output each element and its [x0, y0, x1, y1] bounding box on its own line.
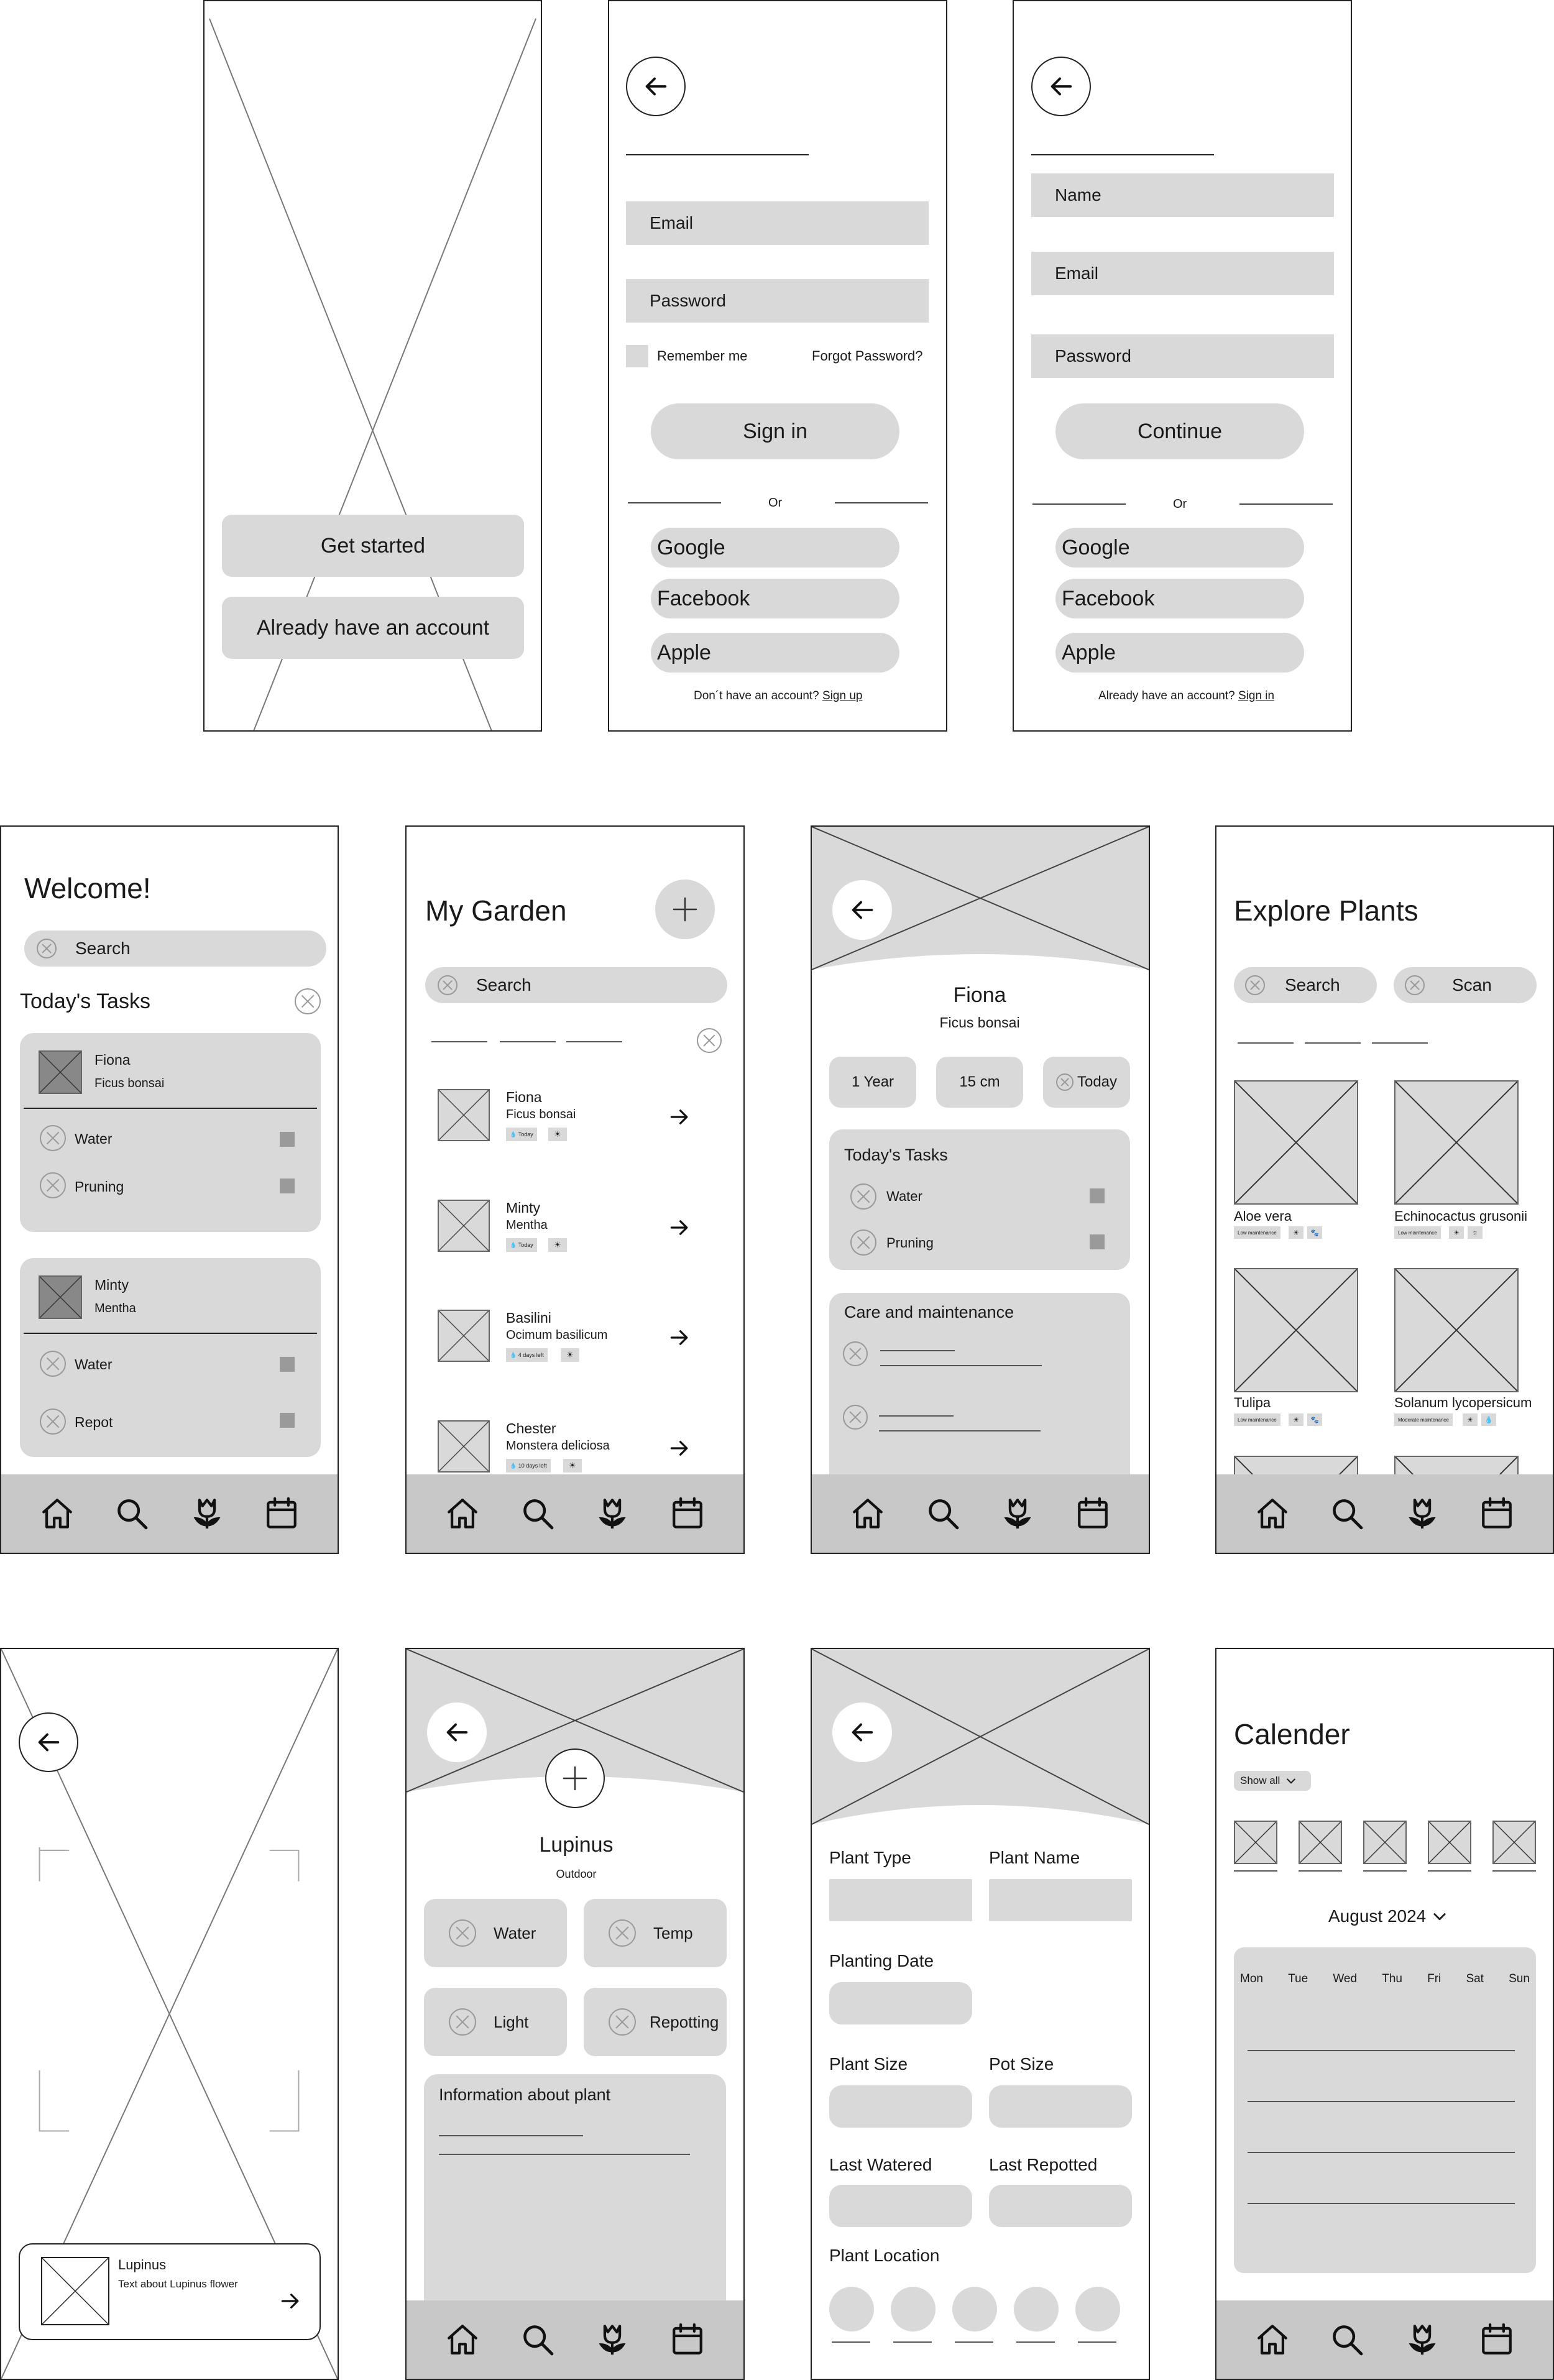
week-row-line [1248, 2152, 1515, 2153]
drop-icon: 💧 [510, 1462, 517, 1469]
text-line [439, 2135, 583, 2136]
filter-tab[interactable] [500, 1041, 556, 1042]
or-label: Or [1173, 497, 1187, 511]
text-line [880, 1350, 955, 1351]
add-plant-screen [811, 1648, 1150, 2380]
search-bar[interactable] [425, 967, 727, 1003]
water-icon [850, 1183, 876, 1210]
calendar-icon[interactable] [669, 1496, 706, 1532]
repotting-icon [609, 2008, 636, 2036]
search-icon[interactable] [520, 1496, 556, 1532]
scan-button[interactable] [1394, 967, 1537, 1003]
signup-prompt-text: Don´t have an account? [694, 689, 823, 702]
back-button[interactable] [427, 1702, 487, 1762]
result-name: Lupinus [118, 2257, 167, 2272]
get-started-button[interactable]: Get started [222, 515, 524, 577]
text-line [880, 1365, 1042, 1366]
plant-icon[interactable] [189, 1496, 225, 1532]
sun-icon: ☀ [548, 1238, 567, 1252]
care-title: Care and maintenance [844, 1303, 1014, 1321]
calendar-icon[interactable] [1479, 2322, 1515, 2358]
tasks-title: Today's Tasks [20, 990, 150, 1013]
task-label: Water [75, 1131, 113, 1147]
divider-right [835, 502, 928, 503]
back-arrow-icon [848, 1718, 876, 1747]
arrow-right-icon[interactable] [668, 1105, 691, 1129]
calendar-icon[interactable] [1479, 1496, 1515, 1532]
plant-name: Tulipa [1234, 1395, 1271, 1410]
task-label: Pruning [886, 1235, 934, 1251]
filter-tab[interactable] [1372, 1042, 1428, 1044]
text-line [879, 1415, 954, 1417]
size-chip: 15 cm [936, 1057, 1023, 1108]
plant-icon[interactable] [594, 1496, 630, 1532]
plus-icon [560, 1763, 590, 1793]
task-checkbox[interactable] [1090, 1234, 1105, 1249]
back-arrow-icon [848, 896, 876, 924]
task-checkbox[interactable] [280, 1179, 295, 1193]
drop-icon: 💧 [510, 1241, 517, 1248]
home-icon[interactable] [1254, 1496, 1290, 1532]
plant-icon[interactable] [1000, 1496, 1036, 1532]
water-tag [506, 1128, 537, 1141]
location-option[interactable] [891, 2287, 936, 2332]
task-checkbox[interactable] [280, 1132, 295, 1147]
divider-left [628, 502, 721, 503]
plant-name: Basilini [506, 1310, 551, 1326]
tasks-settings-icon[interactable] [295, 988, 321, 1014]
scan-label: Scan [1452, 975, 1492, 995]
search-button[interactable] [1234, 967, 1377, 1003]
arrow-right-icon[interactable] [668, 1216, 691, 1239]
day-underline [1428, 1870, 1471, 1872]
back-button[interactable] [832, 1702, 892, 1762]
water-tag [506, 1348, 548, 1362]
sun-icon: ☀ [1463, 1413, 1478, 1426]
planting-date-label: Planting Date [829, 1951, 934, 1970]
location-option[interactable] [1014, 2287, 1059, 2332]
page-title: Explore Plants [1234, 894, 1418, 927]
garden-screen [405, 825, 745, 1554]
plant-name: Chester [506, 1420, 556, 1436]
care-item-icon [843, 1341, 868, 1366]
plant-detail-screen [811, 825, 1150, 1554]
day-thumb[interactable] [1234, 1821, 1277, 1864]
week-row-line [1248, 2050, 1515, 2051]
home-icon[interactable] [39, 1496, 75, 1532]
light-icon: ☼ [1468, 1226, 1483, 1239]
back-button[interactable] [626, 57, 686, 116]
location-label-line [1078, 2341, 1116, 2343]
tasks-title: Today's Tasks [844, 1146, 948, 1164]
signup-prompt [694, 689, 862, 703]
name-field[interactable]: Name [1031, 173, 1334, 217]
day-thumb[interactable] [1492, 1821, 1536, 1864]
drop-icon: 💧 [510, 1131, 517, 1137]
result-description: Text about Lupinus flower [118, 2278, 238, 2290]
age-chip: 1 Year [829, 1057, 916, 1108]
page-title: My Garden [425, 894, 567, 927]
task-label: Water [75, 1356, 113, 1372]
info-title: Information about plant [439, 2085, 611, 2104]
last-repotted-label: Last Repotted [989, 2155, 1098, 2174]
calendar-screen [1215, 1648, 1554, 2380]
or-label: Or [768, 496, 783, 510]
month-label: August 2024 [1328, 1906, 1427, 1926]
pruning-icon [40, 1172, 66, 1198]
google-button[interactable]: Google [1055, 528, 1304, 567]
card-divider [24, 1333, 317, 1334]
email-field[interactable]: Email [1031, 252, 1334, 295]
signup-screen [1013, 0, 1352, 732]
plant-image [1234, 1080, 1358, 1205]
forgot-password-link[interactable]: Forgot Password? [812, 348, 923, 364]
scan-icon [1405, 975, 1425, 995]
drop-icon: 💧 [510, 1351, 517, 1358]
page-title: Calender [1234, 1718, 1350, 1750]
weekday-label: Sat [1466, 1972, 1484, 1985]
plant-type: Outdoor [556, 1868, 597, 1880]
water-tag-text: 4 days left [518, 1352, 544, 1358]
scanner-screen [0, 1648, 339, 2380]
chevron-down-icon [1285, 1775, 1297, 1787]
plant-name: Echinocactus grusonii [1394, 1208, 1528, 1224]
water-info-button[interactable] [424, 1899, 567, 1967]
search-icon [1245, 975, 1265, 995]
plant-thumbnail [438, 1420, 490, 1473]
calendar-icon[interactable] [669, 2322, 706, 2358]
card-divider [24, 1108, 317, 1109]
page-title: Welcome! [24, 872, 151, 904]
home-icon[interactable] [1254, 2322, 1290, 2358]
bottom-nav [407, 1474, 743, 1553]
weekday-label: Tue [1288, 1972, 1308, 1985]
signin-link[interactable]: Sign in [1238, 689, 1275, 702]
location-label-line [832, 2341, 870, 2343]
plant-name-field[interactable] [989, 1879, 1132, 1921]
timer-icon [1056, 1073, 1074, 1091]
plant-species: Ficus bonsai [94, 1077, 165, 1090]
continue-button[interactable]: Continue [1055, 403, 1304, 459]
care-item-icon [843, 1405, 868, 1430]
drop-icon: 💧 [1481, 1413, 1496, 1426]
apple-button[interactable]: Apple [1055, 633, 1304, 673]
back-arrow-icon [34, 1728, 63, 1757]
weekday-label: Sun [1509, 1972, 1530, 1985]
water-icon [40, 1125, 66, 1151]
maintenance-tag: Low maintenance [1394, 1226, 1441, 1239]
repotting-info-button[interactable] [584, 1988, 727, 2056]
add-plant-button[interactable] [655, 880, 715, 939]
water-tag-text: Today [518, 1242, 533, 1248]
back-arrow-icon [641, 72, 670, 101]
info-card [424, 2074, 726, 2323]
weekday-label: Fri [1427, 1972, 1441, 1985]
bottom-nav [407, 2300, 743, 2379]
password-field[interactable]: Password [1031, 334, 1334, 378]
signin-prompt-text: Already have an account? [1098, 689, 1238, 702]
water-label: Water [494, 1923, 536, 1942]
search-icon[interactable] [925, 1496, 961, 1532]
home-icon[interactable] [444, 2322, 480, 2358]
water-icon [449, 1919, 476, 1947]
plant-type-label: Plant Type [829, 1848, 911, 1867]
password-field[interactable]: Password [626, 279, 929, 323]
filter-tab[interactable] [431, 1041, 487, 1042]
repot-icon [40, 1408, 66, 1435]
light-label: Light [494, 2012, 529, 2031]
water-tag-text: 10 days left [518, 1463, 547, 1469]
plant-info-screen [405, 1648, 745, 2380]
plant-icon[interactable] [1404, 1496, 1440, 1532]
plant-species: Mentha [94, 1302, 136, 1315]
temp-info-button[interactable] [584, 1899, 727, 1967]
onboarding-screen [203, 0, 542, 732]
water-tag [506, 1238, 537, 1252]
plant-species: Monstera deliciosa [506, 1439, 610, 1453]
text-line [439, 2154, 690, 2155]
plant-thumbnail [438, 1200, 490, 1252]
weekday-label: Thu [1382, 1972, 1402, 1985]
plant-thumbnail [438, 1089, 490, 1141]
plus-icon [670, 894, 700, 924]
plant-species: Ficus bonsai [939, 1014, 1020, 1031]
plant-name: Fiona [953, 983, 1006, 1007]
plant-name: Minty [94, 1277, 129, 1293]
filter-dropdown[interactable] [1234, 1771, 1311, 1791]
weekday-label: Mon [1240, 1972, 1263, 1985]
plant-image [1234, 1268, 1358, 1392]
plant-size-label: Plant Size [829, 2054, 908, 2074]
plant-name: Solanum lycopersicum [1394, 1395, 1532, 1410]
day-thumb[interactable] [1428, 1821, 1471, 1864]
search-icon [438, 975, 457, 995]
google-button[interactable]: Google [651, 528, 899, 567]
bottom-nav [812, 1474, 1149, 1553]
repotting-label: Repotting [650, 2012, 719, 2031]
search-placeholder: Search [476, 975, 531, 995]
plant-name: Fiona [506, 1089, 542, 1105]
pruning-icon [850, 1229, 876, 1256]
add-to-garden-button[interactable] [545, 1748, 605, 1808]
search-bar[interactable] [24, 930, 326, 967]
next-task-label: Today [1077, 1073, 1118, 1090]
facebook-button[interactable]: Facebook [651, 579, 899, 618]
arrow-right-icon[interactable] [278, 2289, 302, 2313]
plant-species: Ocimum basilicum [506, 1328, 608, 1342]
plant-thumbnail [438, 1310, 490, 1362]
sun-icon: ☀ [561, 1348, 579, 1362]
plant-name: Fiona [94, 1052, 131, 1068]
search-icon[interactable] [1329, 1496, 1365, 1532]
filter-settings-icon[interactable] [697, 1028, 722, 1053]
location-label-line [955, 2341, 993, 2343]
location-option[interactable] [1075, 2287, 1120, 2332]
back-button[interactable] [832, 880, 892, 940]
task-checkbox[interactable] [1090, 1188, 1105, 1203]
temperature-icon [609, 1919, 636, 1947]
back-arrow-icon [1047, 72, 1075, 101]
bottom-nav [1216, 2300, 1553, 2379]
plant-name-label: Plant Name [989, 1848, 1080, 1867]
remember-me-checkbox[interactable] [626, 345, 648, 367]
water-tag [506, 1459, 551, 1473]
day-thumb[interactable] [1299, 1821, 1342, 1864]
sun-icon: ☀ [548, 1128, 567, 1141]
back-button[interactable] [1031, 57, 1091, 116]
light-info-button[interactable] [424, 1988, 567, 2056]
week-row-line [1248, 2203, 1515, 2204]
weekday-label: Wed [1333, 1972, 1358, 1985]
last-watered-field[interactable] [829, 2185, 972, 2227]
plant-name: Minty [506, 1200, 540, 1216]
filter-tab[interactable] [566, 1041, 622, 1042]
bottom-nav [1, 1474, 338, 1553]
plant-name: Aloe vera [1234, 1208, 1292, 1224]
day-underline [1299, 1870, 1342, 1872]
pot-size-label: Pot Size [989, 2054, 1054, 2074]
day-underline [1363, 1870, 1407, 1872]
search-placeholder: Search [75, 939, 131, 958]
signin-screen [608, 0, 947, 732]
calendar-icon[interactable] [264, 1496, 300, 1532]
week-row-line [1248, 2101, 1515, 2102]
apple-button[interactable]: Apple [651, 633, 899, 673]
plant-icon[interactable] [594, 2322, 630, 2358]
arrow-right-icon[interactable] [668, 1326, 691, 1349]
task-label: Repot [75, 1414, 113, 1430]
plant-location-label: Plant Location [829, 2246, 940, 2265]
title-placeholder-line [626, 154, 809, 155]
text-line [879, 1430, 1041, 1431]
location-label-line [893, 2341, 932, 2343]
weekday-header [1240, 1972, 1530, 1986]
plant-icon[interactable] [1404, 2322, 1440, 2358]
chevron-down-icon [1431, 1908, 1448, 1925]
light-icon [449, 2008, 476, 2036]
plant-image [1394, 1080, 1519, 1205]
already-have-account-button[interactable]: Already have an account [222, 597, 524, 659]
facebook-button[interactable]: Facebook [1055, 579, 1304, 618]
remember-me-label: Remember me [657, 348, 748, 364]
task-checkbox[interactable] [280, 1357, 295, 1372]
home-icon[interactable] [850, 1496, 886, 1532]
pot-size-field[interactable] [989, 2085, 1132, 2128]
month-selector[interactable] [1328, 1906, 1448, 1926]
search-icon[interactable] [1329, 2322, 1365, 2358]
signin-button[interactable]: Sign in [651, 403, 899, 459]
maintenance-tag: Moderate maintenance [1394, 1413, 1453, 1426]
location-option[interactable] [952, 2287, 997, 2332]
plant-image [1394, 1268, 1519, 1392]
location-label-line [1016, 2341, 1055, 2343]
bottom-nav [1216, 1474, 1553, 1553]
task-label: Water [886, 1188, 922, 1204]
planting-date-field[interactable] [829, 1982, 972, 2024]
filter-tab[interactable] [1238, 1042, 1294, 1044]
day-underline [1492, 1870, 1536, 1872]
day-underline [1234, 1870, 1277, 1872]
plant-size-field[interactable] [829, 2085, 972, 2128]
sun-icon: ☀ [563, 1459, 582, 1473]
filter-tab[interactable] [1305, 1042, 1361, 1044]
last-watered-label: Last Watered [829, 2155, 932, 2174]
calendar-icon[interactable] [1075, 1496, 1111, 1532]
day-thumb[interactable] [1363, 1821, 1407, 1864]
water-icon [40, 1351, 66, 1377]
home-icon[interactable] [444, 1496, 480, 1532]
search-icon[interactable] [520, 2322, 556, 2358]
last-repotted-field[interactable] [989, 2185, 1132, 2227]
plant-type-field[interactable] [829, 1879, 972, 1921]
maintenance-tag: Low maintenance [1234, 1413, 1280, 1426]
explore-screen [1215, 825, 1554, 1554]
search-icon[interactable] [114, 1496, 150, 1532]
plant-thumbnail [39, 1275, 82, 1319]
water-tag-text: Today [518, 1131, 533, 1137]
divider-left [1032, 503, 1126, 505]
back-arrow-icon [443, 1718, 471, 1747]
email-field[interactable]: Email [626, 201, 929, 245]
sun-icon: ☀ [1289, 1413, 1303, 1426]
pet-icon: 🐾 [1307, 1226, 1322, 1239]
next-task-chip [1043, 1057, 1130, 1108]
arrow-right-icon[interactable] [668, 1436, 691, 1460]
plant-species: Ficus bonsai [506, 1108, 576, 1121]
care-card [829, 1293, 1130, 1498]
signin-prompt [1098, 689, 1274, 703]
sun-icon: ☀ [1449, 1226, 1464, 1239]
month-grid [1234, 1947, 1536, 2273]
maintenance-tag: Low maintenance [1234, 1226, 1280, 1239]
signup-link[interactable]: Sign up [822, 689, 863, 702]
plant-thumbnail [39, 1050, 82, 1094]
sun-icon: ☀ [1289, 1226, 1303, 1239]
task-checkbox[interactable] [280, 1413, 295, 1428]
location-option[interactable] [829, 2287, 874, 2332]
divider-right [1239, 503, 1333, 505]
title-placeholder-line [1031, 154, 1214, 155]
plant-name: Lupinus [539, 1833, 614, 1857]
pet-icon: 🐾 [1307, 1413, 1322, 1426]
search-label: Search [1285, 975, 1340, 995]
home-screen [0, 825, 339, 1554]
task-label: Pruning [75, 1179, 124, 1195]
search-icon [37, 939, 57, 958]
filter-label: Show all [1240, 1775, 1280, 1786]
back-button[interactable] [19, 1712, 78, 1772]
temp-label: Temp [653, 1923, 693, 1942]
plant-species: Mentha [506, 1218, 548, 1232]
result-thumbnail [41, 2257, 109, 2325]
